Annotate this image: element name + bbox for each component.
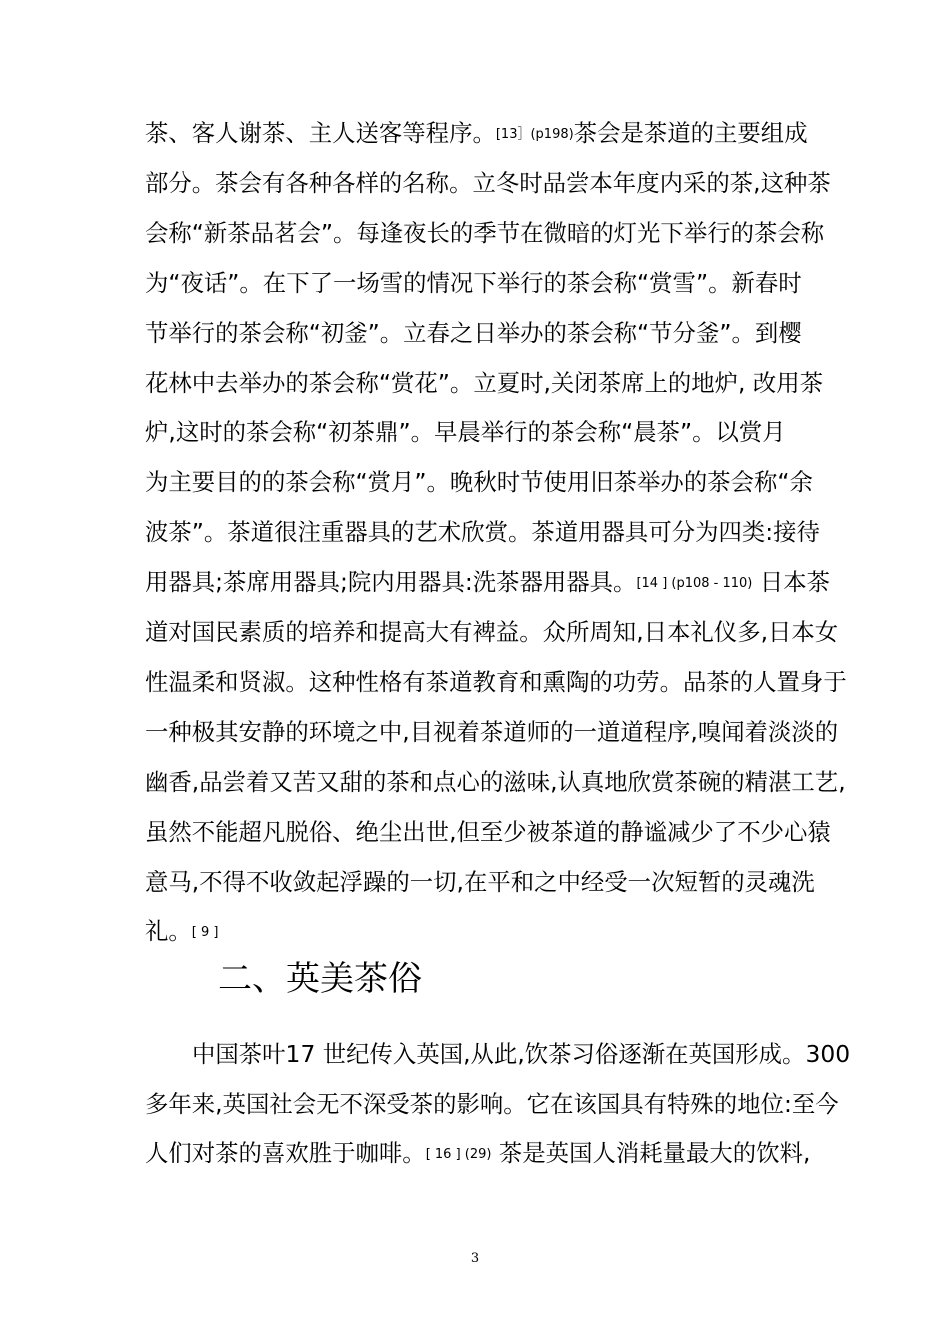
page-number: 3 (470, 1251, 480, 1266)
line-text-cont: 茶会是茶道的主要组成 (573, 119, 808, 147)
text-line (145, 1089, 839, 1119)
line-text: 中国茶叶17 世纪传入英国,从此,饮茶习俗逐渐在英国形成。300 (192, 1040, 851, 1068)
text-line (145, 617, 838, 647)
text-line (145, 168, 831, 198)
citation-ref: [ 16 ] (29) (425, 1147, 492, 1162)
citation-ref: [ 9 ] (191, 925, 219, 941)
line-text: 性温柔和贤淑。这种性格有茶道教育和熏陶的功劳。品茶的人置身于 (145, 667, 847, 696)
line-text-cont: 日本茶 (752, 568, 830, 597)
text-line (145, 268, 802, 298)
line-text: 用器具;茶席用器具;院内用器具:洗茶器用器具。 (145, 568, 637, 597)
citation-ref: [13］(p198) (495, 127, 574, 142)
text-line (145, 1138, 810, 1168)
line-text: 茶、客人谢茶、主人送客等程序。 (145, 119, 496, 147)
section-heading: 二、英美茶俗 (218, 959, 422, 999)
line-text: 人们对茶的喜欢胜于咖啡。 (145, 1139, 426, 1167)
line-text: 多年来,英国社会无不深受茶的影响。它在该国具有特殊的地位:至今 (145, 1089, 839, 1118)
text-line (145, 517, 820, 547)
line-text-cont: 茶是英国人消耗量最大的饮料, (491, 1139, 811, 1167)
line-text: 节举行的茶会称“初釜”。立春之日举办的茶会称“节分釜”。到樱 (145, 318, 802, 347)
line-text: 虽然不能超凡脱俗、绝尘出世,但至少被茶道的静谧减少了不少心猿 (145, 817, 831, 846)
text-line (145, 916, 218, 946)
text-line (192, 1039, 850, 1069)
line-text: 道对国民素质的培养和提高大有裨益。众所周知,日本礼仪多,日本女 (145, 618, 839, 646)
line-text: 为主要目的的茶会称“赏月”。晚秋时节使用旧茶举办的茶会称“余 (145, 468, 813, 497)
line-text: 一种极其安静的环境之中,目视着茶道师的一道道程序,嗅闻着淡淡的 (145, 717, 839, 746)
text-line (145, 118, 808, 148)
text-line (145, 817, 831, 847)
line-text: 部分。茶会有各种各样的名称。立冬时品尝本年度内采的茶,这种茶 (145, 168, 831, 197)
text-line (145, 467, 813, 497)
text-line (145, 567, 830, 597)
line-text: 会称“新茶品茗会”。每逢夜长的季节在微暗的灯光下举行的茶会称 (145, 218, 825, 247)
text-line (145, 417, 786, 447)
line-text: 花林中去举办的茶会称“赏花”。立夏时,关闭茶席上的地炉, 改用茶 (145, 368, 824, 397)
text-line (145, 767, 846, 797)
text-line (145, 318, 802, 348)
line-text: 意马,不得不收敛起浮躁的一切,在平和之中经受一次短暂的灵魂洗 (145, 867, 815, 896)
line-text: 礼。 (145, 917, 192, 946)
text-line (145, 368, 823, 398)
text-line (145, 717, 838, 747)
text-line (145, 867, 815, 897)
line-text: 幽香,品尝着又苦又甜的茶和点心的滋味,认真地欣赏茶碗的精湛工艺, (145, 767, 846, 796)
line-text: 炉,这时的茶会称“初茶鼎”。早晨举行的茶会称“晨茶”。以赏月 (145, 418, 786, 447)
citation-ref: [14 ] (p108 - 110) (636, 576, 753, 592)
text-line (145, 218, 824, 248)
line-text: 波茶”。茶道很注重器具的艺术欣赏。茶道用器具可分为四类:接待 (145, 518, 820, 547)
line-text: 为“夜话”。在下了一场雪的情况下举行的茶会称“赏雪”。新春时 (145, 268, 802, 297)
text-line (145, 667, 847, 697)
